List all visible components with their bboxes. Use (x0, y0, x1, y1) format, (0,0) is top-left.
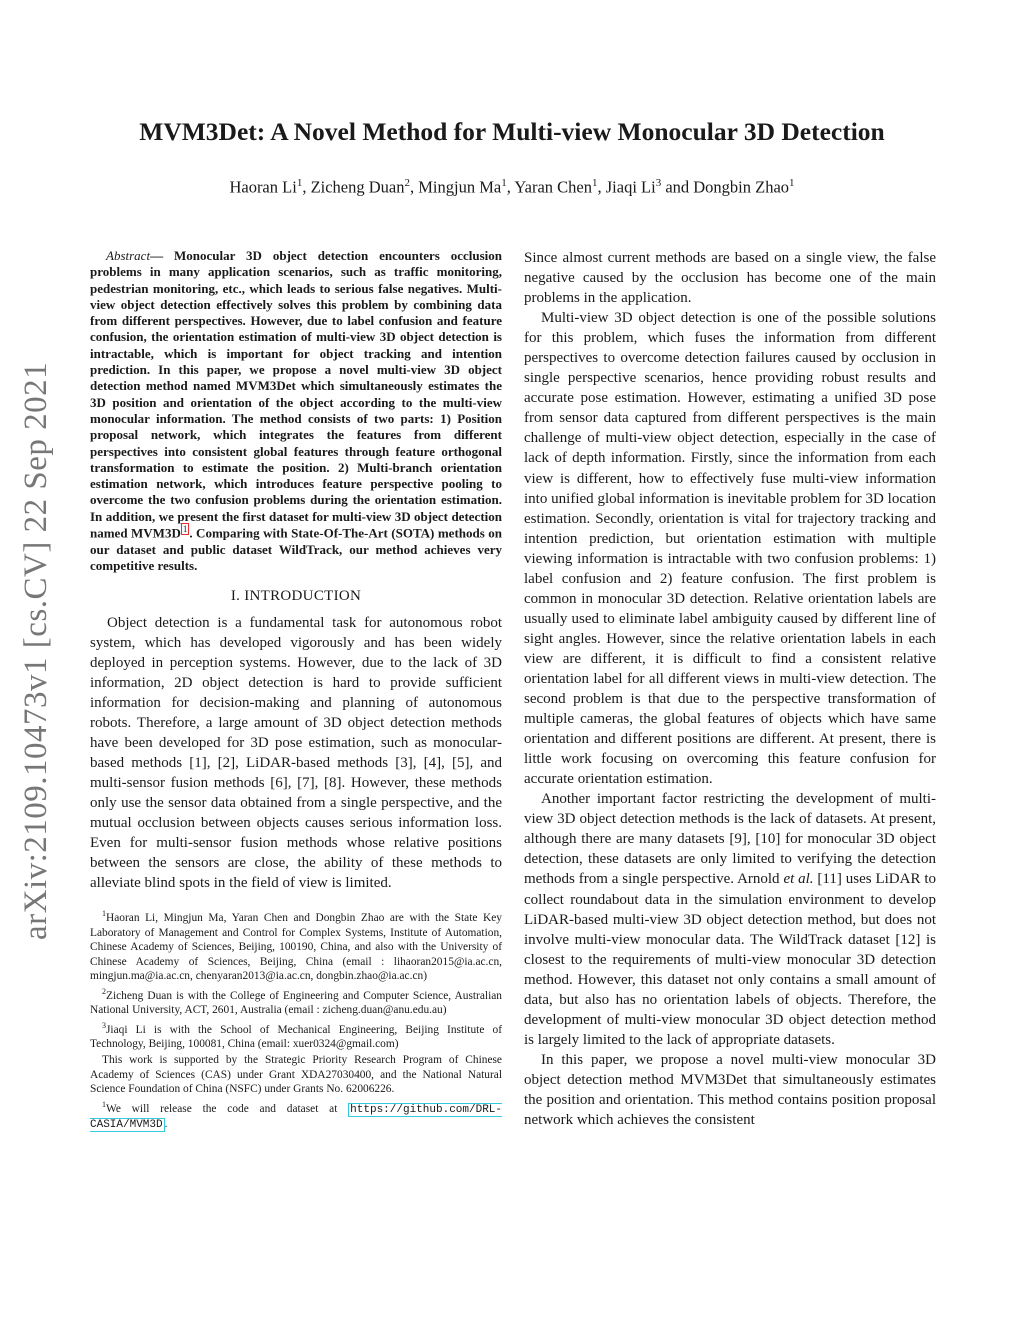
footnote-text: Jiaqi Li is with the School of Mechanical Engineering, Beijing Institute of Technology, Beijing, 100081, China (email: xuer0324@gmail.com) (90, 1023, 502, 1051)
section-heading: I. INTRODUCTION (230, 588, 362, 605)
footnote-funding: This work is supported by the Strategic Priority Research Program of Chinese Academy of Sciences (CAS) under Grant XDA27030400, and the National Natural Science Foundation of China (NSFC) under Grants No. 62006226. (90, 1054, 502, 1096)
footnote-link[interactable]: 1 (182, 524, 188, 535)
footnote-mark: 1 (102, 1099, 106, 1109)
arxiv-identifier-stamp: arXiv:2109.10473v1 [cs.CV] 22 Sep 2021 (18, 361, 54, 940)
footnote-mark: 2 (102, 987, 106, 997)
footnote-affiliation-1 (90, 907, 502, 984)
code-url-link[interactable]: https://github.com/DRL-CASIA/MVM3D (90, 1103, 502, 1132)
author-name: Haoran Li (229, 177, 297, 197)
right-column (524, 248, 936, 1130)
footnote-affiliation-3 (90, 1019, 502, 1052)
footnote-text: Haoran Li, Mingjun Ma, Yaran Chen and Dongbin Zhao are with the State Key Laboratory of Management and Control for Complex Systems, Institute of Automation, Chinese Academy of Sciences, Beijing, 100190, China, and also with the University of Chinese Academy of Sciences, Beijing, China (email : lihaoran2015@ia.ac.cn, mingjun.ma@ia.ac.cn, chenyaran2013@ia.ac.cn, dongbin.zhao@ia.ac.cn) (90, 912, 502, 983)
author-name: Mingjun Ma (418, 177, 502, 197)
author-name: Dongbin Zhao (693, 177, 790, 197)
body-text: Another important factor restricting the development of multi-view 3D object detection methods is the lack of datasets. At present, although there are many datasets [9], [10] for monocular 3D object detection, these datasets are only limited to verifying the detection methods from a single perspective. Arnold (524, 791, 936, 888)
author-list (0, 177, 1024, 198)
author-separator: , (506, 177, 515, 197)
footnote-text: We will release the code and dataset at (106, 1102, 349, 1115)
footnotes (90, 907, 502, 1133)
footnote-mark: 3 (102, 1021, 106, 1031)
author-separator: , (410, 177, 419, 197)
body-paragraph: Multi-view 3D object detection is one of the possible solutions for this problem, which fuses the information from different perspectives to overcome detection failures caused by occlusion in single perspective scenarios, hence providing robust results and accurate pose estimation. However, estimating a unified 3D pose from sensor data captured from different perspectives is the main challenge of multi-view object detection, especially in the case of lack of depth information. Firstly, since the information from each view is different, how to effectively fuse multi-view information into unified global information is inevitable problem for 3D location estimation. Secondly, orientation is vital for trajectory tracking and intention prediction, but orientation estimation with multiple viewing information is intractable with two confusion problems: 1) label confusion and 2) feature confusion. The first problem is common in monocular 3D detection. Relative orientation labels are usually used to eliminate label ambiguity caused by different line of sight angles. However, since the relative orientation labels in each view are different, it is difficult to find a consistent relative orientation label for all different views in multi-view detection. The second problem is that due to the perspective transformation of multiple cameras, the global features of objects which have same orientation and different positions are different. At present, there is little work focusing on overcoming this feature confusion for accurate orientation estimation. (524, 310, 936, 788)
left-column (90, 248, 502, 1134)
footnote-release (90, 1098, 502, 1133)
author-separator: and (661, 177, 694, 197)
abstract-text: Monocular 3D object detection encounters occlusion problems in many application scenarios, such as traffic monitoring, pedestrian monitoring, etc., which leads to serious false negatives. Multi-view object detection effectively solves this problem by combining data from different perspectives. However, due to label confusion and feature confusion, the orientation estimation of multi-view 3D object detection is intractable, which is important for object tracking and intention prediction. In this paper, we propose a novel multi-view 3D object detection method named MVM3Det which simultaneously estimates the 3D position and orientation of the object according to the multi-view monocular information. The method consists of two parts: 1) Position proposal network, which integrates the features from different perspectives into consistent global features through feature orthogonal transformation to estimate the position. 2) Multi-branch orientation estimation network, which introduces feature perspective pooling to overcome the two confusion problems during the orientation estimation. In addition, we present the first dataset for multi-view 3D object detection named MVM3D (90, 248, 502, 541)
affiliation-mark: 3 (655, 177, 662, 189)
affiliation-mark: 1 (501, 177, 507, 189)
affiliation-mark: 1 (296, 177, 303, 189)
affiliation-mark: 1 (591, 177, 598, 189)
footnote-text: Zicheng Duan is with the College of Engineering and Computer Science, Australian National University, ACT, 2601, Australia (email : zicheng.duan@anu.edu.au) (90, 989, 502, 1017)
body-text-italic: et al. (783, 871, 814, 888)
paper-title: MVM3Det: A Novel Method for Multi-view Monocular 3D Detection (139, 117, 885, 146)
author-separator: , (597, 177, 606, 197)
affiliation-mark: 1 (789, 177, 795, 189)
footnote-period: . (164, 1118, 168, 1131)
abstract-text-end: . Comparing with State-Of-The-Art (SOTA) methods on our dataset and public dataset WildTrack, our method achieves very competitive results. (90, 525, 502, 573)
author-separator: , (302, 177, 311, 197)
abstract-dash: — (150, 248, 174, 263)
body-text: [11] uses LiDAR to collect roundabout data in the simulation environment to develop LiDAR-based multi-view 3D object detection method, but does not involve multi-view monocular data. The WildTrack dataset [12] is closest to the requirements of multi-view monocular 3D detection method. However, this dataset not only contains a small amount of data, but also has no orientation labels of objects. Therefore, the development of multi-view monocular 3D object detection method is largely limited to the lack of appropriate datasets. (524, 871, 936, 1048)
footnote-mark: 1 (102, 909, 106, 919)
body-paragraph: In this paper, we propose a novel multi-view monocular 3D object detection method MVM3Det that simultaneously estimates the position and orientation. This method contains position proposal network which achieves the consistent (524, 1051, 936, 1129)
body-paragraph (524, 789, 936, 1050)
author-name: Yaran Chen (514, 177, 592, 197)
intro-paragraph: Object detection is a fundamental task for autonomous robot system, which has developed vigorously and has been widely deployed in perception systems. However, due to the lack of 3D information, 2D object detection is hard to provide sufficient information for decision-making and planning of autonomous robots. Therefore, a large amount of 3D object detection methods have been developed for 3D pose estimation, such as monocular-based methods [1], [2], LiDAR-based methods [3], [4], [5], and multi-sensor fusion methods [6], [7], [8]. However, these methods only use the sensor data obtained from a single perspective, and the mutual occlusion between objects causes serious information loss. Even for multi-sensor fusion methods whose relative positions between the sensors are close, the ability of these methods to alleviate blind spots in the field of view is limited. (90, 615, 502, 892)
abstract-label: Abstract (106, 248, 151, 263)
abstract (90, 248, 502, 574)
affiliation-mark: 2 (404, 177, 410, 189)
body-paragraph: Since almost current methods are based on a single view, the false negative caused by the occlusion has become one of the main problems in the application. (524, 250, 936, 307)
author-name: Jiaqi Li (605, 177, 656, 197)
author-name: Zicheng Duan (310, 177, 405, 197)
footnote-affiliation-2 (90, 985, 502, 1018)
